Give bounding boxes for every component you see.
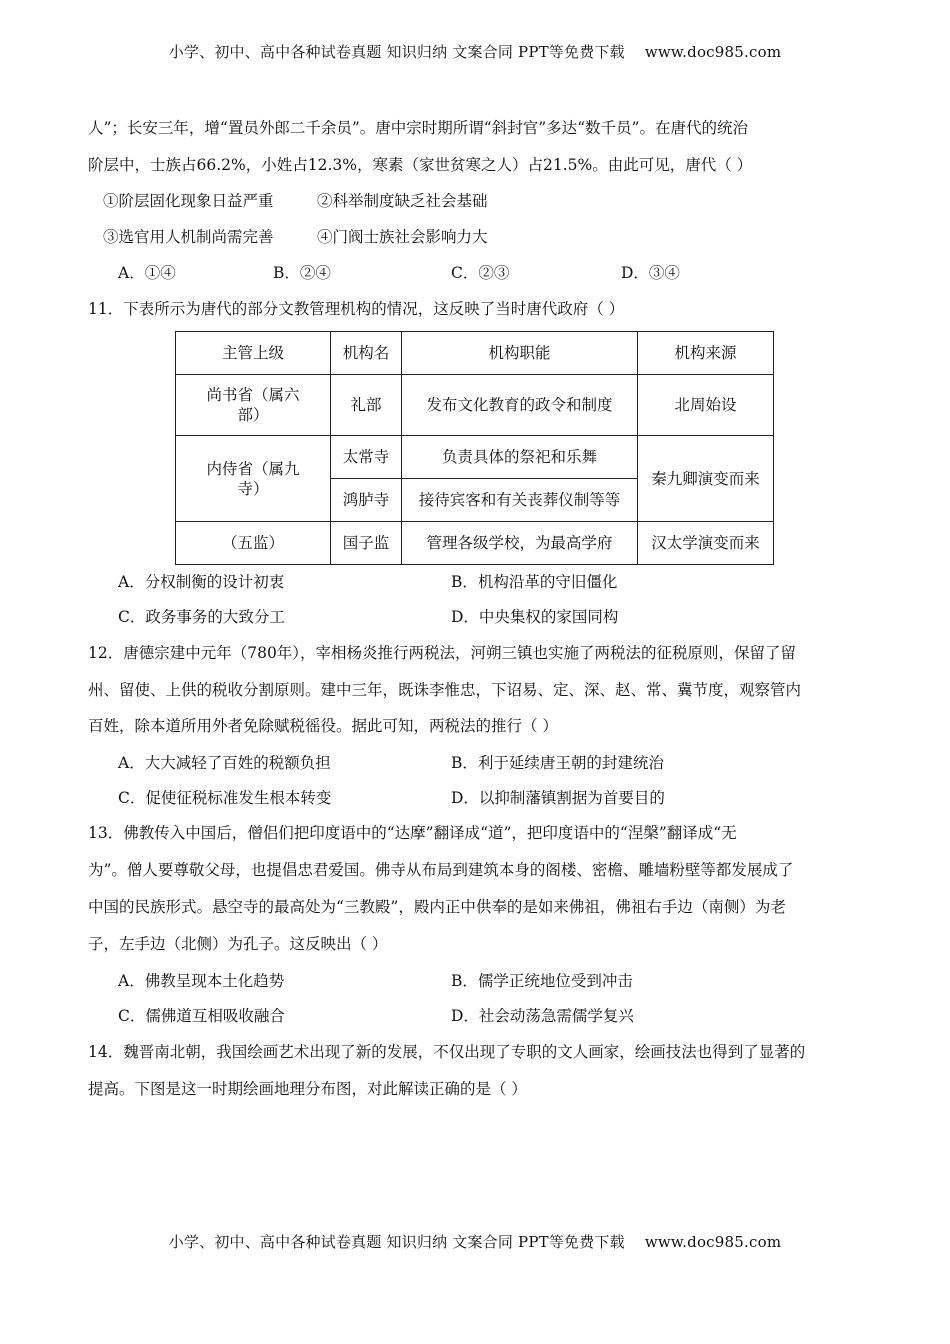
q13-option-d: D．社会动荡急需儒学复兴: [451, 1007, 634, 1025]
q12-option-c: C．促使征税标准发生根本转变: [118, 789, 332, 807]
institution-table: [175, 331, 774, 565]
q13-option-b: B．儒学正统地位受到冲击: [451, 972, 633, 990]
q13-option-c: C．儒佛道互相吸收融合: [118, 1007, 285, 1025]
q14-line-2: 提高。下图是这一时期绘画地理分布图，对此解读正确的是（ ）: [88, 1080, 527, 1098]
table-cell: 太常寺: [331, 436, 402, 479]
q10-statement-2: ②科举制度缺乏社会基础: [317, 192, 488, 210]
table-header-cell: 机构名: [331, 332, 402, 375]
table-cell: 发布文化教育的政令和制度: [402, 375, 638, 436]
q13-option-a: A．佛教呈现本土化趋势: [118, 972, 285, 990]
table-cell: 秦九卿演变而来: [638, 436, 774, 522]
table-cell: 礼部: [331, 375, 402, 436]
table-cell: 内侍省（属九寺）: [176, 436, 331, 522]
q11-option-b: B．机构沿革的守旧僵化: [451, 573, 618, 591]
q10-statement-4: ④门阀士族社会影响力大: [317, 228, 488, 246]
footer-site: www.doc985.com: [644, 1233, 782, 1251]
table-cell: （五监）: [176, 522, 331, 565]
q11-option-d: D．中央集权的家国同构: [451, 608, 619, 626]
q12-option-b: B．利于延续唐王朝的封建统治: [451, 754, 664, 772]
table-cell: 管理各级学校，为最高学府: [402, 522, 638, 565]
table-cell: 汉太学演变而来: [638, 522, 774, 565]
table-cell: 北周始设: [638, 375, 774, 436]
q12-option-d: D．以抑制藩镇割据为首要目的: [451, 789, 665, 807]
header-text: 小学、初中、高中各种试卷真题 知识归纳 文案合同 PPT等免费下载: [168, 43, 625, 61]
header-site: www.doc985.com: [644, 43, 782, 61]
q10-option-d: D．③④: [621, 264, 680, 282]
q12-option-a: A．大大减轻了百姓的税额负担: [118, 754, 331, 772]
q13-line-4: 子，左手边（北侧）为孔子。这反映出（ ）: [88, 935, 388, 953]
footer-text: 小学、初中、高中各种试卷真题 知识归纳 文案合同 PPT等免费下载: [168, 1233, 625, 1251]
table-header-cell: 机构职能: [402, 332, 638, 375]
page-header: [0, 41, 950, 62]
q12-line-3: 百姓，除本道所用外者免除赋税徭役。据此可知，两税法的推行（ ）: [88, 717, 558, 735]
q14-line-1: 14．魏晋南北朝，我国绘画艺术出现了新的发展，不仅出现了专职的文人画家，绘画技法也得到了显著的: [88, 1043, 806, 1061]
q13-line-2: 为”。僧人要尊敬父母，也提倡忠君爱国。佛寺从布局到建筑本身的阁楼、密檐、雕墙粉壁等都发展成了: [88, 861, 794, 879]
q10-line-2: 阶层中，士族占66.2%，小姓占12.3%，寒素（家世贫寒之人）占21.5%。由此可见，唐代（ ）: [88, 156, 753, 174]
q11-option-c: C．政务事务的大致分工: [118, 608, 285, 626]
q11-stem: 11．下表所示为唐代的部分文教管理机构的情况，这反映了当时唐代政府（ ）: [88, 300, 625, 318]
table-row: [176, 436, 774, 479]
table-row: [176, 375, 774, 436]
q10-option-a: A．①④: [118, 264, 176, 282]
q13-line-3: 中国的民族形式。悬空寺的最高处为“三教殿”，殿内正中供奉的是如来佛祖，佛祖右手边（南侧）为老: [88, 898, 786, 916]
table-row: [176, 522, 774, 565]
table-cell: 鸿胪寺: [331, 479, 402, 522]
table-cell: 尚书省（属六部）: [176, 375, 331, 436]
q11-option-a: A．分权制衡的设计初衷: [118, 573, 285, 591]
table-header-row: [176, 332, 774, 375]
table-header-cell: 主管上级: [176, 332, 331, 375]
table-cell: 接待宾客和有关丧葬仪制等等: [402, 479, 638, 522]
table-cell: 负责具体的祭祀和乐舞: [402, 436, 638, 479]
q10-option-c: C．②③: [451, 264, 510, 282]
q12-line-1: 12．唐德宗建中元年（780年），宰相杨炎推行两税法，河朔三镇也实施了两税法的征税原则，保留了留: [88, 644, 797, 662]
q10-statement-3: ③选官用人机制尚需完善: [103, 228, 274, 246]
table-cell: 国子监: [331, 522, 402, 565]
q10-line-1: 人”；长安三年，增“置员外郎二千余员”。唐中宗时期所谓“斜封官”多达“数千员”。在唐代的统治: [88, 119, 748, 137]
table-header-cell: 机构来源: [638, 332, 774, 375]
q12-line-2: 州、留使、上供的税收分割原则。建中三年，既诛李惟忠，下诏易、定、深、赵、常、冀节度，观察管内: [88, 681, 802, 699]
q10-statement-1: ①阶层固化现象日益严重: [103, 192, 274, 210]
q13-line-1: 13．佛教传入中国后，僧侣们把印度语中的“达摩”翻译成“道”，把印度语中的“涅槃”翻译成“无: [88, 824, 737, 842]
page-footer: [0, 1231, 950, 1252]
q10-option-b: B．②④: [273, 264, 331, 282]
